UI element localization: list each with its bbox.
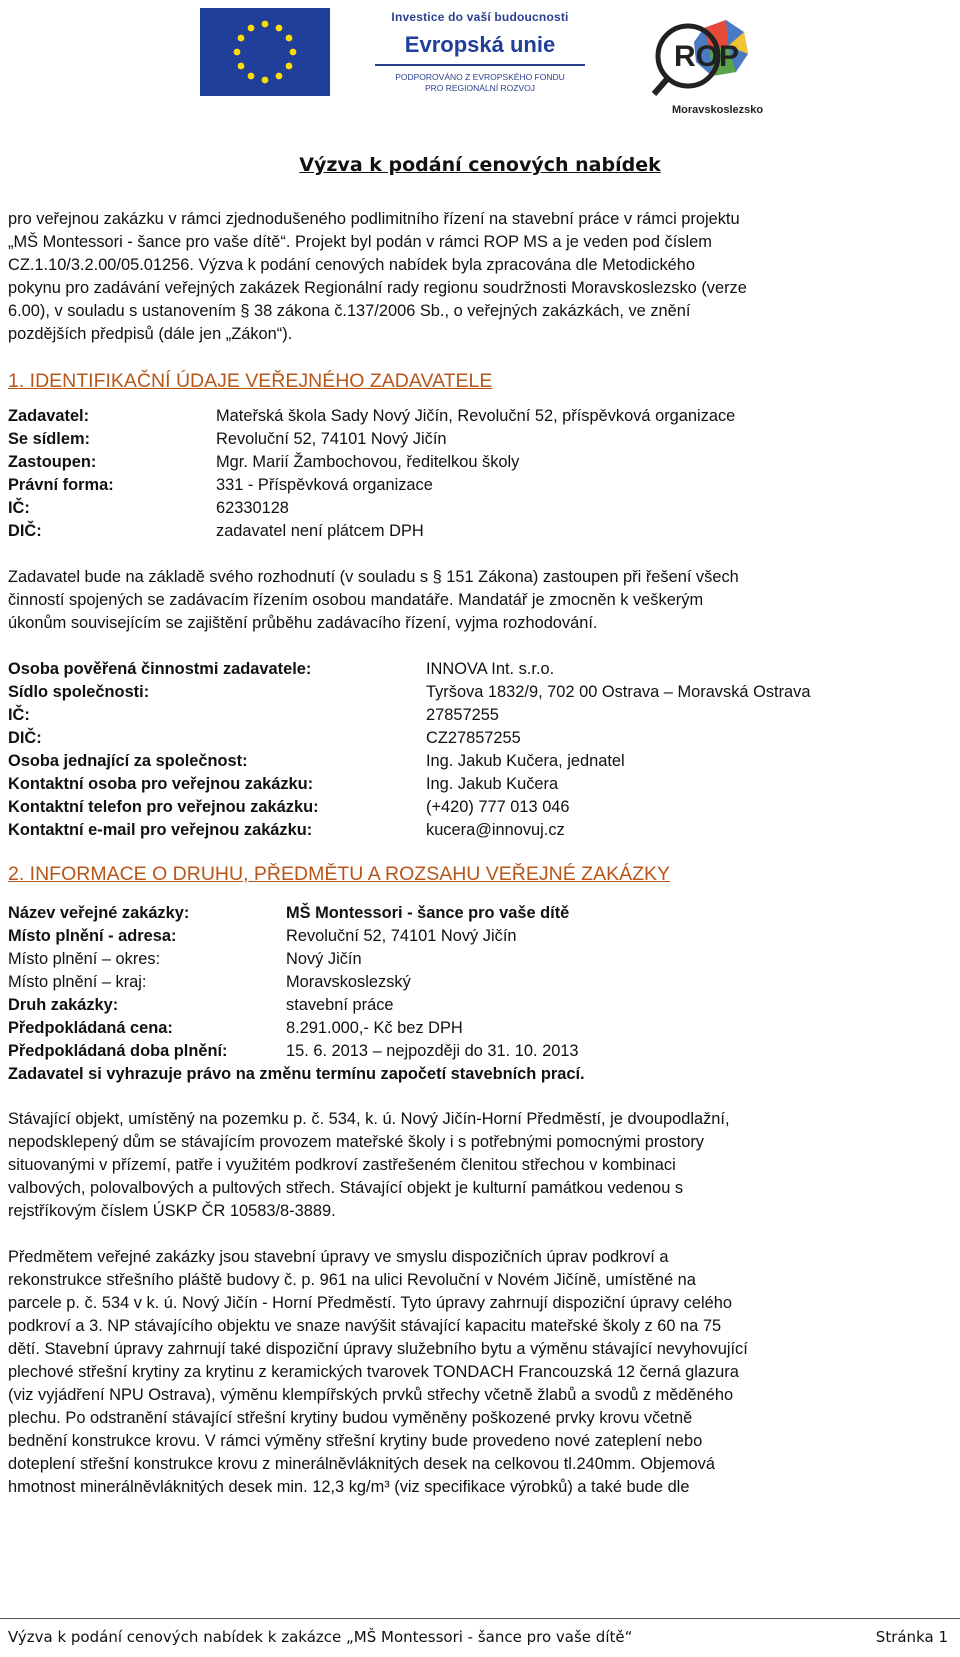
mandatary-value: CZ27857255 xyxy=(426,729,521,747)
paragraph-line: Předmětem veřejné zakázky jsou stavební úpravy ve smyslu dispozičních úprav podkroví a xyxy=(8,1248,669,1266)
contract-value: MŠ Montessori - šance pro vaše dítě xyxy=(286,904,570,922)
intro-line: CZ.1.10/3.2.00/05.01256. Výzva k podání cenových nabídek byla zpracována dle Metodického xyxy=(8,256,696,274)
subject-description xyxy=(8,1246,953,1499)
eu-fund-line2: PRO REGIONÁLNÍ ROZVOJ xyxy=(424,83,536,93)
paragraph-line: parcele p. č. 534 v k. ú. Nový Jičín - Horní Předměstí. Tyto úpravy zahrnují dispoziční úpravy celého xyxy=(8,1294,732,1312)
field-value: 62330128 xyxy=(216,499,289,517)
paragraph-line: činností spojených se zadávacím řízením osobou mandatáře. Mandatář je zmocněn k veškerým xyxy=(8,591,704,609)
eu-flag-logo xyxy=(200,8,330,96)
paragraph-line: valbových, polovalbových a pultových střech. Stávající objekt je kulturní památkou vedenou s xyxy=(8,1179,684,1197)
schedule-note: Zadavatel si vyhrazuje právo na změnu termínu započetí stavebních prací. xyxy=(8,1065,585,1083)
rop-letters: ROP xyxy=(674,40,740,73)
paragraph-line: rejstříkovým číslem ÚSKP ČR 10583/8-3889. xyxy=(8,1202,336,1220)
mandatary-label: Kontaktní telefon pro veřejnou zakázku: xyxy=(8,798,319,816)
paragraph-line: situovanými v přízemí, patře i využitém podkroví zastřešeném členitou střechou v kombinaci xyxy=(8,1156,676,1174)
paragraph-line: plechu. Po odstranění stávající střešní krytiny budou vyměněny poškozené prvky krovu včetně xyxy=(8,1409,693,1427)
contract-value: Nový Jičín xyxy=(286,950,362,968)
section2-heading: 2. INFORMACE O DRUHU, PŘEDMĚTU A ROZSAHU VEŘEJNÉ ZAKÁZKY xyxy=(8,863,671,885)
contract-label: Předpokládaná cena: xyxy=(8,1019,173,1037)
field-value: zadavatel není plátcem DPH xyxy=(216,522,424,540)
paragraph-line: rekonstrukce střešního pláště budovy č. p. 961 na ulici Revoluční v Novém Jičíně, umístěné na xyxy=(8,1271,696,1289)
field-label: Se sídlem: xyxy=(8,430,90,448)
mandatary-label: Sídlo společnosti: xyxy=(8,683,150,701)
field-label: IČ: xyxy=(8,499,30,517)
paragraph-line: podkroví a 3. NP stávajícího objektu ve snaze navýšit stávající kapacitu mateřské školy z 60 na 75 xyxy=(8,1317,722,1335)
field-value: Mateřská škola Sady Nový Jičín, Revoluční 52, příspěvková organizace xyxy=(216,407,736,425)
field-value: Mgr. Marií Žambochovou, ředitelkou školy xyxy=(216,453,520,471)
field-label: DIČ: xyxy=(8,522,42,540)
intro-line: pozdějších předpisů (dále jen „Zákon“). xyxy=(8,325,293,343)
eu-name: Evropská unie xyxy=(404,32,556,57)
mandatary-label: Osoba jednající za společnost: xyxy=(8,752,248,770)
paragraph-line: Stávající objekt, umístěný na pozemku p. č. 534, k. ú. Nový Jičín-Horní Předměstí, je dvoupodlažní, xyxy=(8,1110,730,1128)
mandatary-value: 27857255 xyxy=(426,706,499,724)
document-title: Výzva k podání cenových nabídek xyxy=(299,154,661,176)
mandatary-label: Osoba pověřená činnostmi zadavatele: xyxy=(8,660,312,678)
rop-region: Moravskoslezsko xyxy=(672,104,764,116)
contract-label: Místo plnění – okres: xyxy=(8,950,161,968)
eu-tagline: Investice do vaší budoucnosti xyxy=(391,10,569,24)
mandatary-label: Kontaktní e-mail pro veřejnou zakázku: xyxy=(8,821,313,839)
mandatary-value: Ing. Jakub Kučera xyxy=(426,775,559,793)
intro-line: pro veřejnou zakázku v rámci zjednodušeného podlimitního řízení na stavební práce v rámci projektu xyxy=(8,210,740,228)
contract-value: stavební práce xyxy=(286,996,394,1014)
page-number: Stránka 1 xyxy=(875,1628,948,1646)
contract-value: Revoluční 52, 74101 Nový Jičín xyxy=(286,927,517,945)
section1-heading: 1. IDENTIFIKAČNÍ ÚDAJE VEŘEJNÉHO ZADAVATELE xyxy=(8,370,493,392)
contract-label: Místo plnění – kraj: xyxy=(8,973,147,991)
intro-line: pokynu pro zadávání veřejných zakázek Regionální rady regionu soudržnosti Moravskoslezsko (verze xyxy=(8,279,747,297)
intro-line: „MŠ Montessori - šance pro vaše dítě“. Projekt byl podán v rámci ROP MS a je veden pod číslem xyxy=(8,233,712,251)
mandatary-label: IČ: xyxy=(8,706,30,724)
eu-fund-line1: PODPOROVÁNO Z EVROPSKÉHO FONDU xyxy=(395,72,565,82)
mandatary-paragraph xyxy=(8,566,953,635)
mandatary-label: DIČ: xyxy=(8,729,42,747)
contract-value: 15. 6. 2013 – nejpozději do 31. 10. 2013 xyxy=(286,1042,579,1060)
paragraph-line: plechové střešní krytiny za krytinu z keramických tvarovek TONDACH Francouzská 12 černá glazura xyxy=(8,1363,739,1381)
eu-fund-text xyxy=(360,72,600,94)
eu-divider xyxy=(375,64,585,66)
contract-label: Druh zakázky: xyxy=(8,996,119,1014)
contract-label: Název veřejné zakázky: xyxy=(8,904,190,922)
field-value: 331 - Příspěvková organizace xyxy=(216,476,433,494)
paragraph-line: Zadavatel bude na základě svého rozhodnutí (v souladu s § 151 Zákona) zastoupen při řešení všech xyxy=(8,568,739,586)
contract-label: Předpokládaná doba plnění: xyxy=(8,1042,228,1060)
paragraph-line: dětí. Stavební úpravy zahrnují také dispoziční úpravy služebního bytu a výměnu stávající nevyhovující xyxy=(8,1340,748,1358)
contract-value: Moravskoslezský xyxy=(286,973,411,991)
footer-text: Výzva k podání cenových nabídek k zakázce „MŠ Montessori - šance pro vaše dítě“ xyxy=(8,1628,633,1646)
paragraph-line: úkonům souvisejícím se zajištění průběhu zadávacího řízení, vyjma rozhodování. xyxy=(8,614,598,632)
paragraph-line: hmotnost minerálněvláknitých desek min. 12,3 kg/m³ (viz specifikace výrobků) a také bude dle xyxy=(8,1478,690,1496)
eu-flag-icon xyxy=(200,8,330,96)
mandatary-value: Tyršova 1832/9, 702 00 Ostrava – Moravská Ostrava xyxy=(426,683,811,701)
paragraph-line: (viz vyjádření NPU Ostrava), výměnu klempířských prvků střechy včetně žlabů a svodů z měděného xyxy=(8,1386,734,1404)
intro-paragraph xyxy=(8,208,953,346)
rop-years: 2007-13 xyxy=(744,77,774,86)
paragraph-line: doteplení střešní konstrukce krovu z minerálněvláknitých desek na celkovou tl.240mm. Objemová xyxy=(8,1455,715,1473)
mandatary-label: Kontaktní osoba pro veřejnou zakázku: xyxy=(8,775,314,793)
contract-value: 8.291.000,- Kč bez DPH xyxy=(286,1019,463,1037)
mandatary-value: INNOVA Int. s.r.o. xyxy=(426,660,555,678)
field-value: Revoluční 52, 74101 Nový Jičín xyxy=(216,430,447,448)
field-label: Zastoupen: xyxy=(8,453,97,471)
field-label: Zadavatel: xyxy=(8,407,90,425)
paragraph-line: bednění konstrukce krovu. V rámci výměny střešní krytiny bude provedeno nové zateplení nebo xyxy=(8,1432,703,1450)
intro-line: 6.00), v souladu s ustanovením § 38 zákona č.137/2006 Sb., o veřejných zakázkách, ve znění xyxy=(8,302,691,320)
mandatary-value: Ing. Jakub Kučera, jednatel xyxy=(426,752,625,770)
contact-email[interactable]: kucera@innovuj.cz xyxy=(426,821,565,839)
object-description xyxy=(8,1108,953,1223)
field-label: Právní forma: xyxy=(8,476,114,494)
mandatary-value: (+420) 777 013 046 xyxy=(426,798,570,816)
contract-label: Místo plnění - adresa: xyxy=(8,927,177,945)
eu-text-logo xyxy=(360,10,600,94)
footer-divider xyxy=(0,1618,960,1619)
paragraph-line: nepodsklepený dům se stávajícím provozem mateřské školy i s potřebnými pomocnými prostory xyxy=(8,1133,704,1151)
